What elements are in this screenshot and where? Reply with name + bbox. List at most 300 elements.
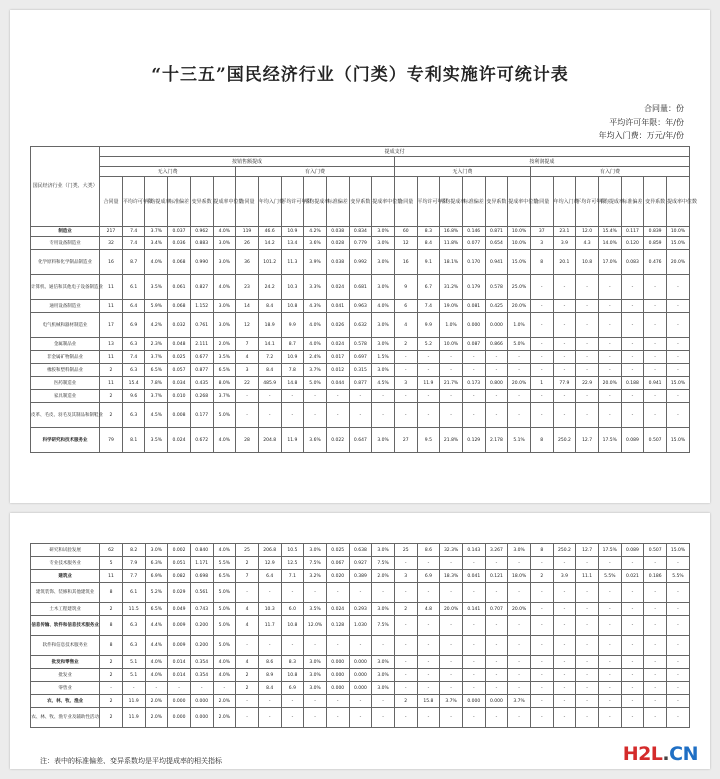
table-cell: 1.030 (349, 616, 372, 636)
table-cell: - (440, 364, 463, 377)
unit-term: 平均许可年限：年/份 (609, 117, 684, 127)
table-cell: 0.049 (168, 603, 191, 616)
table-cell: - (304, 695, 327, 708)
table-cell: - (372, 708, 395, 728)
table-cell: 6.3 (122, 364, 145, 377)
table-cell: 4.0% (145, 669, 168, 682)
table-cell: 21.8% (440, 428, 463, 453)
table-cell: 0.009 (168, 636, 191, 656)
table-cell: - (530, 603, 553, 616)
table-cell: - (304, 403, 327, 428)
table-cell: - (530, 403, 553, 428)
table-row (31, 695, 690, 708)
col-header-profit-with-fee-5: 变异系数 (644, 177, 667, 227)
table-cell: - (666, 669, 689, 682)
table-cell: 7 (236, 338, 259, 351)
table-cell: - (598, 300, 621, 313)
table-cell: 0.476 (644, 250, 667, 275)
table-cell: 0.000 (190, 695, 213, 708)
table-row (31, 544, 690, 557)
table-cell: 4.0% (213, 275, 236, 300)
table-cell: 6.9 (417, 570, 440, 583)
table-cell: 3.0% (372, 313, 395, 338)
table-cell: 0.143 (462, 544, 485, 557)
table-cell: 2 (394, 695, 417, 708)
table-row (31, 557, 690, 570)
table-cell: 7.8 (281, 364, 304, 377)
table-cell: - (530, 695, 553, 708)
table-cell: - (644, 708, 667, 728)
table-cell: 0.859 (644, 237, 667, 250)
table-cell: - (349, 708, 372, 728)
table-cell: - (281, 695, 304, 708)
table-cell: - (530, 682, 553, 695)
table-cell: - (304, 708, 327, 728)
table-cell: - (326, 390, 349, 403)
table-cell: - (644, 557, 667, 570)
table-cell: 0.061 (168, 275, 191, 300)
table-cell: 0.761 (190, 313, 213, 338)
table-cell: - (440, 669, 463, 682)
table-cell: - (349, 390, 372, 403)
table-cell: 2.0% (213, 695, 236, 708)
table-cell: 6.5% (213, 364, 236, 377)
stats-table-part-2 (30, 543, 690, 728)
table-cell: 11.1 (576, 570, 599, 583)
table-cell: - (666, 656, 689, 669)
table-cell: 8.4 (258, 682, 281, 695)
units-legend (599, 102, 684, 143)
table-cell: - (145, 682, 168, 695)
table-cell: 7.4 (122, 227, 145, 237)
table-cell: - (621, 557, 644, 570)
table-cell: 24.2 (258, 275, 281, 300)
table-cell: - (598, 403, 621, 428)
table-cell: 7.8% (145, 377, 168, 390)
col-header-profit-with-fee-1: 年均入门费 (553, 177, 576, 227)
table-cell: 3.0% (213, 313, 236, 338)
table-cell: 12.0% (304, 616, 327, 636)
table-cell: 3.0% (304, 544, 327, 557)
table-cell: 17.5% (598, 544, 621, 557)
table-cell: - (417, 351, 440, 364)
table-cell: 11 (100, 300, 123, 313)
table-cell: 20.0% (598, 377, 621, 390)
table-cell: - (462, 390, 485, 403)
table-cell: 2.0% (145, 695, 168, 708)
table-cell: 0.354 (190, 669, 213, 682)
table-cell: 0.029 (168, 583, 191, 603)
table-cell: 6.9 (122, 313, 145, 338)
table-cell: - (576, 390, 599, 403)
table-cell: 6.9 (281, 682, 304, 695)
table-cell: 8 (100, 636, 123, 656)
table-cell: - (258, 708, 281, 728)
table-cell: 4.4% (145, 616, 168, 636)
table-cell: 0.883 (190, 237, 213, 250)
table-cell: 8.1 (122, 428, 145, 453)
table-cell: - (621, 656, 644, 669)
row-industry-name: 非金属矿物制品业 (31, 351, 100, 364)
table-cell: 11.9 (417, 377, 440, 390)
table-cell: - (326, 403, 349, 428)
table-cell: 7.2 (258, 351, 281, 364)
table-cell: 17.0% (598, 250, 621, 275)
table-cell: - (644, 695, 667, 708)
table-cell: 8 (530, 428, 553, 453)
table-cell: 0.179 (462, 275, 485, 300)
table-cell: - (417, 616, 440, 636)
table-cell: 5.2 (417, 338, 440, 351)
table-cell: 2 (236, 682, 259, 695)
table-cell: 0.146 (462, 227, 485, 237)
table-cell: - (258, 583, 281, 603)
table-cell: - (236, 636, 259, 656)
table-cell: 3.5% (145, 428, 168, 453)
table-cell: - (440, 583, 463, 603)
table-cell: 0.051 (168, 557, 191, 570)
table-cell: 10.0% (440, 338, 463, 351)
table-cell: - (462, 636, 485, 656)
table-cell: - (417, 669, 440, 682)
table-row (31, 275, 690, 300)
table-cell: 0.077 (462, 237, 485, 250)
table-cell: - (576, 351, 599, 364)
table-row (31, 636, 690, 656)
table-row (31, 616, 690, 636)
table-cell: - (553, 616, 576, 636)
table-cell: 0.020 (326, 570, 349, 583)
table-cell: 10.8 (576, 250, 599, 275)
table-cell: 0.002 (168, 544, 191, 557)
table-cell: 15.0% (666, 237, 689, 250)
table-cell: - (326, 695, 349, 708)
table-cell: 6.3 (122, 338, 145, 351)
table-cell: 5.1 (122, 669, 145, 682)
table-cell: - (621, 390, 644, 403)
row-industry-name: 金属制品业 (31, 338, 100, 351)
table-cell: 17 (100, 313, 123, 338)
table-cell: 2 (100, 364, 123, 377)
table-cell: 0.000 (168, 695, 191, 708)
table-cell: 0.186 (644, 570, 667, 583)
table-cell: - (440, 557, 463, 570)
table-cell: 4.2% (145, 313, 168, 338)
table-cell: 0.120 (621, 237, 644, 250)
table-cell: - (553, 708, 576, 728)
table-cell: - (530, 300, 553, 313)
table-cell: 4.0% (213, 656, 236, 669)
table-cell: 206.8 (258, 544, 281, 557)
table-cell: - (530, 656, 553, 669)
col-header-sales-no-fee-3: 标准偏差 (168, 177, 191, 227)
table-cell: - (236, 708, 259, 728)
table-cell: - (576, 695, 599, 708)
table-cell: - (258, 390, 281, 403)
table-cell: - (553, 300, 576, 313)
table-cell: - (576, 656, 599, 669)
table-cell: 26 (236, 237, 259, 250)
table-cell: 32 (100, 237, 123, 250)
table-cell: - (553, 351, 576, 364)
table-cell: - (644, 583, 667, 603)
table-cell: 2.0% (145, 708, 168, 728)
table-row (31, 377, 690, 390)
table-row (31, 428, 690, 453)
table-cell: 15.8 (417, 695, 440, 708)
table-cell: - (417, 364, 440, 377)
table-cell: - (417, 403, 440, 428)
table-cell: - (576, 669, 599, 682)
table-cell: 4 (236, 656, 259, 669)
table-cell: 6.3 (122, 636, 145, 656)
table-cell: - (621, 351, 644, 364)
table-cell: - (485, 669, 508, 682)
table-cell: 5 (100, 557, 123, 570)
table-cell: - (598, 557, 621, 570)
table-cell: 3 (394, 570, 417, 583)
table-cell: - (621, 695, 644, 708)
table-cell: 4.0% (213, 227, 236, 237)
table-cell: - (598, 351, 621, 364)
table-cell: 16 (100, 250, 123, 275)
table-cell: 31.2% (440, 275, 463, 300)
table-cell: 20.0% (508, 377, 531, 390)
table-cell: - (530, 636, 553, 656)
table-row (31, 364, 690, 377)
table-cell: - (666, 300, 689, 313)
table-cell: - (576, 682, 599, 695)
table-cell: 6.1 (122, 583, 145, 603)
table-cell: 0.707 (485, 603, 508, 616)
table-cell: 3.6% (304, 428, 327, 453)
table-cell: 1.0% (440, 313, 463, 338)
table-cell: - (598, 338, 621, 351)
table-cell: 37 (530, 227, 553, 237)
table-cell: 0.507 (644, 544, 667, 557)
table-cell: - (440, 656, 463, 669)
table-cell: 4.0% (372, 300, 395, 313)
table-cell: 8.7 (122, 250, 145, 275)
row-industry-name: 零售业 (31, 682, 100, 695)
watermark-logo: H2L.CN (622, 743, 698, 765)
table-cell: 4 (236, 603, 259, 616)
table-row (31, 682, 690, 695)
col-header-profit-no-fee-3: 标准偏差 (462, 177, 485, 227)
table-cell: 0.083 (621, 250, 644, 275)
table-cell: 0.026 (326, 313, 349, 338)
table-cell: 3.0% (145, 544, 168, 557)
table-cell: 9.9 (417, 313, 440, 338)
table-cell: - (462, 403, 485, 428)
table-cell: 101.2 (258, 250, 281, 275)
table-cell: 6.5% (145, 603, 168, 616)
table-cell: 0.034 (168, 377, 191, 390)
table-cell: 3.7% (213, 390, 236, 403)
table-cell: - (621, 636, 644, 656)
table-cell: 0.877 (190, 364, 213, 377)
row-industry-name: 建筑装饰、装修和其他建筑业 (31, 583, 100, 603)
table-cell: 20.1 (553, 250, 576, 275)
table-cell: - (621, 403, 644, 428)
table-cell: 3.4% (145, 237, 168, 250)
table-cell: - (621, 338, 644, 351)
table-cell: 14 (236, 300, 259, 313)
table-cell: - (462, 364, 485, 377)
table-cell: - (440, 708, 463, 728)
table-row (31, 583, 690, 603)
table-cell: 62 (100, 544, 123, 557)
table-cell: 5.0% (213, 603, 236, 616)
table-cell: 2 (100, 390, 123, 403)
table-cell: - (462, 708, 485, 728)
table-cell: 7.5% (372, 557, 395, 570)
table-cell: - (644, 300, 667, 313)
table-cell: 0.507 (644, 428, 667, 453)
table-cell: 15.0% (666, 377, 689, 390)
table-cell: - (621, 275, 644, 300)
table-cell: 6.3% (145, 557, 168, 570)
table-row (31, 351, 690, 364)
table-cell: 0.014 (168, 656, 191, 669)
table-cell: - (644, 275, 667, 300)
table-cell: 0.000 (485, 695, 508, 708)
table-cell: 8 (530, 544, 553, 557)
table-cell: - (394, 557, 417, 570)
table-cell: 0.000 (462, 695, 485, 708)
table-cell: 3 (236, 364, 259, 377)
col-header-sales-no-fee-5: 提成率中位数 (213, 177, 236, 227)
table-cell: - (553, 313, 576, 338)
table-cell: 18.1% (440, 250, 463, 275)
table-cell: 3.0% (372, 364, 395, 377)
unit-entry-fee: 年均入门费：万元/年/份 (598, 131, 684, 140)
table-cell: 0.268 (190, 390, 213, 403)
table-cell: - (236, 403, 259, 428)
col-header-profit-with-fee-6: 提成率中位数 (666, 177, 689, 227)
table-cell: 5.0% (213, 636, 236, 656)
table-cell: - (417, 708, 440, 728)
row-industry-name: 制造业 (31, 227, 100, 237)
table-cell: - (394, 616, 417, 636)
table-cell: - (644, 338, 667, 351)
row-industry-name: 专业技术服务业 (31, 557, 100, 570)
table-cell: 5.5% (598, 570, 621, 583)
col-header-profit-no-fee-0: 合同量 (394, 177, 417, 227)
table-cell: 0.173 (462, 377, 485, 390)
table-cell: 485.9 (258, 377, 281, 390)
table-cell: 2 (100, 656, 123, 669)
page-2 (10, 513, 710, 769)
header-profit-no-fee: 无入门费 (394, 167, 530, 177)
table-cell: 79 (100, 428, 123, 453)
table-cell: 6.3 (122, 616, 145, 636)
col-header-profit-no-fee-2: 平均提成率 (440, 177, 463, 227)
col-header-profit-no-fee-1: 平均许可年限 (417, 177, 440, 227)
table-cell: 18.9 (258, 313, 281, 338)
table-cell: 3.7% (508, 695, 531, 708)
header-profit-with-fee: 有入门费 (530, 167, 689, 177)
table-cell: 8.6 (417, 544, 440, 557)
col-header-sales-no-fee-1: 平均许可年限 (122, 177, 145, 227)
table-cell: 0.067 (326, 557, 349, 570)
table-cell: 0.087 (462, 338, 485, 351)
table-cell: 11 (100, 570, 123, 583)
table-cell: - (621, 616, 644, 636)
table-cell: 0.578 (349, 338, 372, 351)
table-cell: - (326, 636, 349, 656)
table-cell: - (485, 364, 508, 377)
table-cell: 3 (530, 237, 553, 250)
table-cell: 7.5% (372, 616, 395, 636)
table-cell: 0.834 (349, 227, 372, 237)
row-industry-name: 农、林、牧、渔业 (31, 695, 100, 708)
table-cell: 0.017 (326, 351, 349, 364)
table-cell: - (508, 669, 531, 682)
table-cell: - (553, 656, 576, 669)
table-cell: - (666, 275, 689, 300)
table-cell: 13 (100, 338, 123, 351)
table-cell: - (440, 351, 463, 364)
table-cell: - (598, 636, 621, 656)
table-row (31, 570, 690, 583)
table-cell: 8.0% (213, 377, 236, 390)
table-cell: - (349, 403, 372, 428)
table-cell: 15.4% (598, 227, 621, 237)
table-cell: - (372, 390, 395, 403)
table-cell: 3.9% (304, 250, 327, 275)
table-cell: 6.4 (258, 570, 281, 583)
table-cell: 2 (100, 403, 123, 428)
table-cell: 4 (394, 313, 417, 338)
table-cell: - (644, 656, 667, 669)
table-cell: 0.037 (168, 227, 191, 237)
table-cell: 60 (394, 227, 417, 237)
col-header-sales-with-fee-4: 标准偏差 (326, 177, 349, 227)
table-cell: 7.5% (304, 557, 327, 570)
table-cell: - (644, 603, 667, 616)
header-sales-with-fee: 有入门费 (236, 167, 395, 177)
table-cell: - (598, 275, 621, 300)
table-cell: - (349, 636, 372, 656)
table-cell: 7.7 (122, 570, 145, 583)
table-cell: 0.117 (621, 227, 644, 237)
table-cell: 0.032 (168, 313, 191, 338)
table-cell: 3.2% (304, 570, 327, 583)
table-cell: 14.2 (258, 237, 281, 250)
table-cell: 0.000 (168, 708, 191, 728)
table-cell: - (190, 682, 213, 695)
table-cell: 0.000 (349, 682, 372, 695)
table-cell: 11 (100, 275, 123, 300)
table-cell: 7 (236, 570, 259, 583)
table-cell: 12.7 (576, 544, 599, 557)
table-cell: - (644, 364, 667, 377)
table-cell: - (530, 708, 553, 728)
table-cell: 8 (530, 250, 553, 275)
table-cell: - (394, 656, 417, 669)
table-cell: 0.025 (168, 351, 191, 364)
table-cell: 7.4 (122, 237, 145, 250)
table-cell: - (417, 583, 440, 603)
table-cell: - (553, 390, 576, 403)
table-cell: 6.1 (122, 275, 145, 300)
table-cell: 250.2 (553, 428, 576, 453)
table-cell: 5.2% (145, 583, 168, 603)
table-cell: 9.5 (417, 428, 440, 453)
table-cell: 6.0 (281, 603, 304, 616)
table-cell: 3.0% (372, 237, 395, 250)
